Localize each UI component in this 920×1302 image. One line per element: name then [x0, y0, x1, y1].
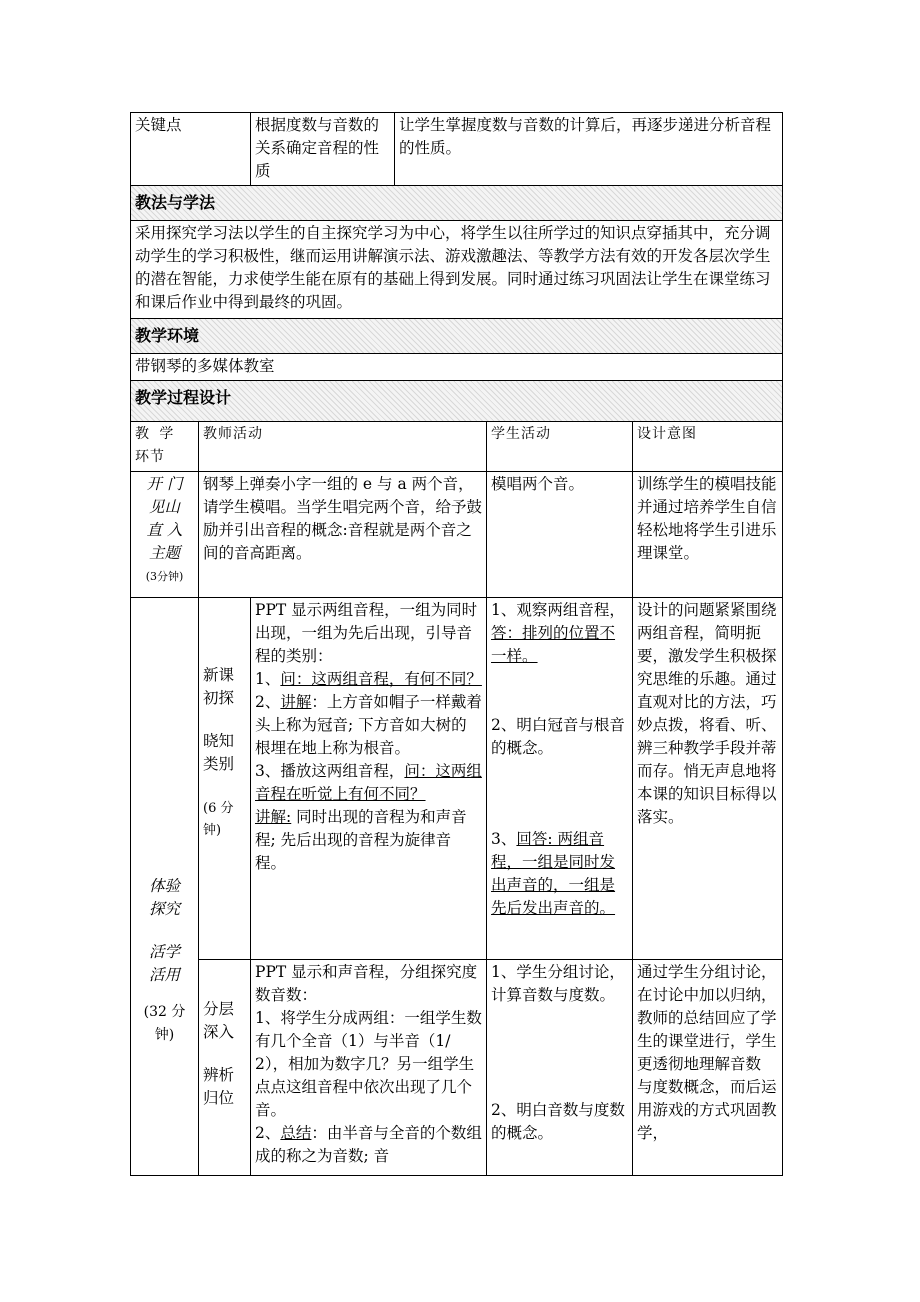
- explore-teacher-e1: ：上方音如帽子一样戴着头上称为冠音; 下方音如大树的根埋在地上称为根音。: [255, 693, 482, 757]
- stage-explore-line3: 活学: [148, 942, 180, 961]
- sub-stage-deeper: [199, 960, 251, 1176]
- methods-heading-row: [131, 186, 783, 221]
- sub-stage-deeper-gap: [203, 1044, 246, 1064]
- stage-explore-gap: [135, 921, 194, 941]
- explore-student-a1-pre: 1、观察两组音程，: [491, 601, 625, 619]
- sub-stage-deeper-line3: 辨析: [203, 1066, 235, 1084]
- environment-content-row: [131, 354, 783, 381]
- explore-intent: 设计的问题紧紧围绕两组音程，简明扼要，激发学生积极探究思维的乐趣。通过直观对比的方法，巧妙点拨，将看、听、辨三种教学手段并蒂而存。悄无声息地将本课的知识目标得以落实。: [633, 598, 783, 960]
- opening-student-activity: 模唱两个音。: [487, 472, 633, 598]
- key-points-label: 关键点: [131, 113, 251, 186]
- sub-stage-new-lesson: [199, 598, 251, 960]
- explore-student-a2: 2、明白冠音与根音的概念。: [491, 716, 625, 757]
- explore-student-gap1: [491, 668, 628, 714]
- deeper-teacher-activity: [251, 960, 487, 1176]
- opening-teacher-activity: 钢琴上弹奏小字一组的 e 与 a 两个音，请学生模唱。当学生唱完两个音，给予鼓励并引出音程的概念:音程就是两个音之间的音高距离。: [199, 472, 487, 598]
- stage-opening-time: (3分钟): [145, 570, 184, 583]
- sub-stage-deeper-line2: 深入: [203, 1023, 235, 1041]
- explore-teacher-e2: 同时出现的音程为和声音程; 先后出现的音程为旋律音程。: [255, 808, 467, 872]
- deeper-student-gap: [491, 1007, 628, 1099]
- environment-title: 教学环境: [131, 319, 783, 354]
- explore-student-a3: 回答: 两组音程，一组是同时发出声音的，一组是先后发出声音的。: [491, 830, 616, 917]
- key-points-row: [131, 113, 783, 186]
- key-points-description: 让学生掌握度数与音数的计算后，再逐步递进分析音程的性质。: [395, 113, 783, 186]
- stage-opening-line2: 见山: [148, 498, 180, 516]
- explore-teacher-e1-num: 2、: [255, 693, 281, 711]
- stage-explore: [131, 598, 199, 1176]
- lesson-plan-page: [130, 112, 782, 1176]
- lesson-plan-table: [130, 112, 783, 1176]
- sub-stage-new-lesson-line4: 类别: [203, 755, 235, 773]
- environment-content: 带钢琴的多媒体教室: [131, 354, 783, 381]
- stage-explore-gap2: [135, 987, 194, 1001]
- header-intent: 设计意图: [633, 422, 783, 472]
- deeper-student-step1: 1、学生分组讨论，计算音数与度数。: [491, 963, 625, 1004]
- sub-stage-deeper-line1: 分层: [203, 1000, 235, 1018]
- explore-student-a3-pre: 3、: [491, 830, 517, 848]
- explore-student-activity: [487, 598, 633, 960]
- process-row-explore-2: [131, 960, 783, 1176]
- process-title: 教学过程设计: [131, 381, 783, 422]
- opening-intent: 训练学生的模唱技能并通过培养学生自信轻松地将学生引进乐理课堂。: [633, 472, 783, 598]
- explore-teacher-q2-pre: 3、播放这两组音程，: [255, 762, 405, 780]
- stage-opening-line4: 主题: [148, 544, 180, 562]
- stage-explore-line2: 探究: [148, 899, 180, 918]
- deeper-student-step2: 2、明白音数与度数的概念。: [491, 1101, 625, 1142]
- explore-student-a1: 答：排列的位置不一样。: [491, 624, 616, 665]
- deeper-teacher-step2: ：由半音与全音的个数组成的称之为音数; 音: [255, 1124, 482, 1165]
- explore-teacher-e2-label: 讲解:: [255, 808, 292, 826]
- deeper-teacher-step2-num: 2、: [255, 1124, 281, 1142]
- sub-stage-new-lesson-line3: 晓知: [203, 732, 235, 750]
- stage-explore-line4: 活用: [148, 965, 180, 984]
- header-stage: [131, 422, 199, 472]
- sub-stage-new-lesson-line1: 新课: [203, 666, 235, 684]
- process-row-explore-1: [131, 598, 783, 960]
- environment-heading-row: [131, 319, 783, 354]
- sub-stage-new-lesson-line2: 初探: [203, 689, 235, 707]
- header-stage-line2: 环节: [135, 449, 165, 465]
- deeper-student-activity: [487, 960, 633, 1176]
- sub-stage-new-lesson-time: (6 分钟): [203, 801, 234, 838]
- explore-student-gap2: [491, 760, 628, 828]
- stage-opening-line3: 直 入: [146, 521, 183, 539]
- key-points-focus: 根据度数与音数的关系确定音程的性质: [251, 113, 395, 186]
- explore-teacher-activity: [251, 598, 487, 960]
- explore-teacher-e1-label: 讲解: [280, 693, 312, 711]
- methods-title: 教法与学法: [131, 186, 783, 221]
- deeper-teacher-intro: PPT 显示和声音程，分组探究度数音数：: [255, 963, 478, 1004]
- deeper-teacher-step1: 1、将学生分成两组：一组学生数有几个全音（1）与半音（1/2），相加为数字几？另一组学生点点这组音程中依次出现了几个音。: [255, 1009, 482, 1119]
- sub-stage-deeper-line4: 归位: [203, 1089, 235, 1107]
- process-heading-row: [131, 381, 783, 422]
- deeper-teacher-step2-label: 总结: [280, 1124, 312, 1142]
- explore-teacher-q1: 问：这两组音程，有何不同？: [280, 670, 482, 688]
- stage-explore-time: (32 分钟): [143, 1003, 186, 1043]
- explore-teacher-q2: 问：这两组音程在听觉上有何不同？: [255, 762, 482, 803]
- methods-content: 采用探究学习法以学生的自主探究学习为中心，将学生以往所学过的知识点穿插其中，充分调动学生的学习积极性，继而运用讲解演示法、游戏激趣法、等教学方法有效的开发各层次学生的潜在智能，力求使学生能在原有的基础上得到发展。同时通过练习巩固法让学生在课堂练习和课后作业中得到最终的巩固。: [131, 221, 783, 319]
- header-teacher: 教师活动: [199, 422, 487, 472]
- stage-opening-line1: 开 门: [146, 475, 183, 493]
- header-student: 学生活动: [487, 422, 633, 472]
- explore-teacher-q1-num: 1、: [255, 670, 281, 688]
- process-column-headers: [131, 422, 783, 472]
- sub-stage-gap2: [203, 776, 246, 798]
- explore-teacher-intro: PPT 显示两组音程，一组为同时出现，一组为先后出现，引导音程的类别：: [255, 601, 478, 665]
- header-stage-line1: 教 学: [135, 426, 175, 442]
- process-row-opening: [131, 472, 783, 598]
- methods-content-row: [131, 221, 783, 319]
- stage-explore-line1: 体验: [148, 876, 180, 895]
- deeper-intent: 通过学生分组讨论，在讨论中加以归纳，教师的总结回应了学生的课堂进行，学生更透彻地理解音数 与度数概念，而后运用游戏的方式巩固教学，: [633, 960, 783, 1176]
- sub-stage-gap: [203, 710, 246, 730]
- stage-opening: [131, 472, 199, 598]
